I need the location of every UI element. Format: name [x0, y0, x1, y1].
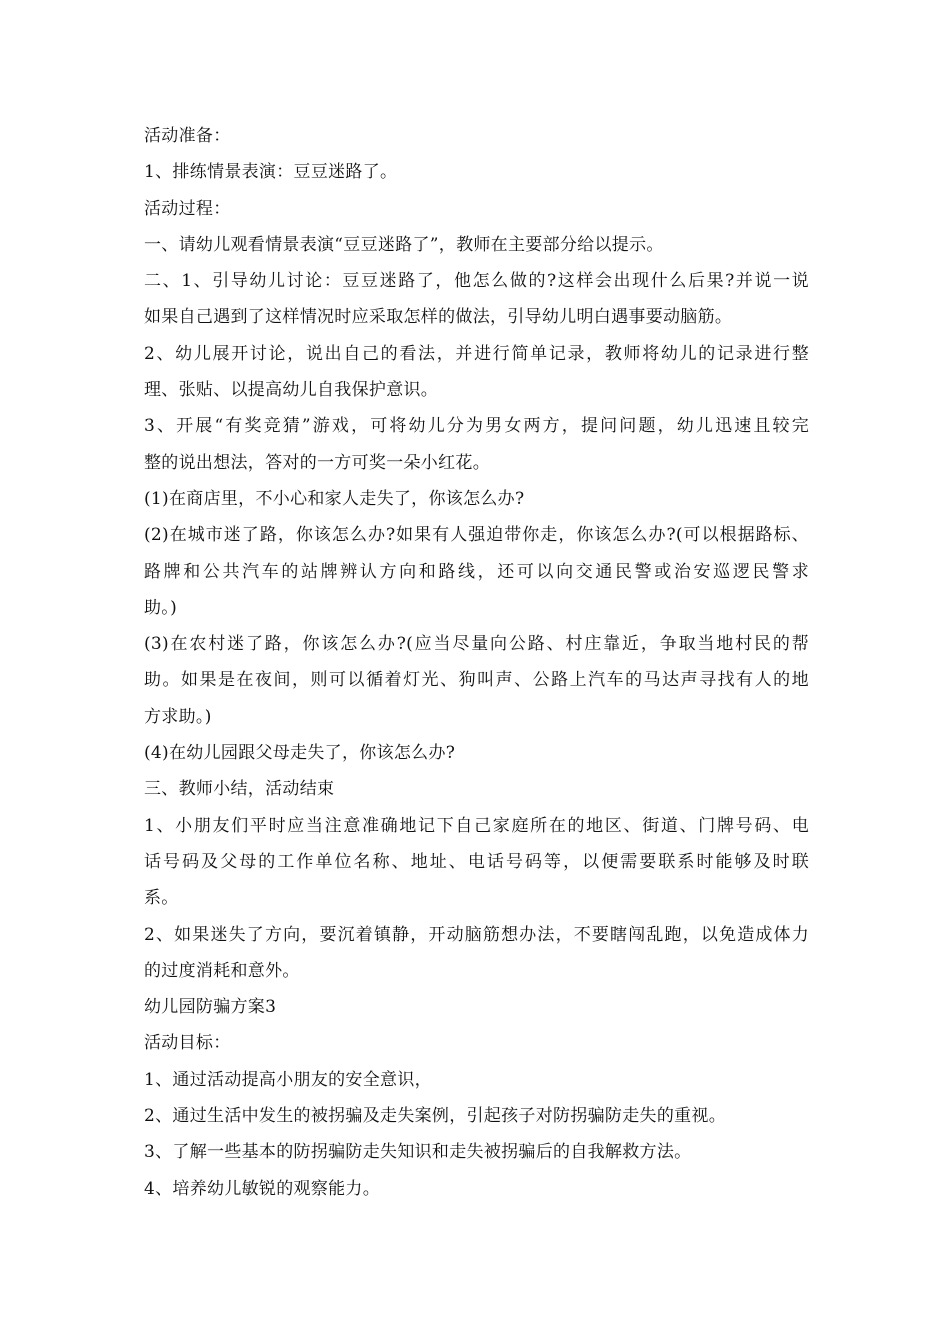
paragraph-line: 理、张贴、以提高幼儿自我保护意识。 — [144, 380, 439, 401]
paragraph-line: 2、如果迷失了方向，要沉着镇静，开动脑筋想办法，不要瞎闯乱跑，以免造成体力 — [144, 924, 809, 945]
section-heading-summary: 三、教师小结，活动结束 — [144, 779, 335, 800]
paragraph-line: 的过度消耗和意外。 — [144, 960, 300, 981]
document-title-plan-3: 幼儿园防骗方案3 — [144, 997, 277, 1018]
paragraph-line: 二、1、引导幼儿讨论：豆豆迷路了，他怎么做的?这样会出现什么后果?并说一说 — [144, 271, 809, 292]
paragraph-line: 1、排练情景表演：豆豆迷路了。 — [144, 162, 398, 183]
paragraph-line: 系。 — [144, 888, 179, 909]
question-line: (3)在农村迷了路，你该怎么办?(应当尽量向公路、村庄靠近，争取当地村民的帮 — [144, 634, 809, 655]
section-heading-goals: 活动目标： — [144, 1033, 231, 1054]
question-line: (1)在商店里，不小心和家人走失了，你该怎么办? — [144, 488, 525, 509]
paragraph-line: 4、培养幼儿敏锐的观察能力。 — [144, 1178, 381, 1199]
paragraph-line: 助。如果是在夜间，则可以循着灯光、狗叫声、公路上汽车的马达声寻找有人的地 — [144, 670, 809, 691]
paragraph-line: 2、幼儿展开讨论，说出自己的看法，并进行简单记录，教师将幼儿的记录进行整 — [144, 343, 809, 364]
question-line: (4)在幼儿园跟父母走失了，你该怎么办? — [144, 743, 456, 764]
paragraph-line: 1、小朋友们平时应当注意准确地记下自己家庭所在的地区、街道、门牌号码、电 — [144, 815, 809, 836]
paragraph-line: 方求助。) — [144, 706, 212, 727]
paragraph-line: 助。) — [144, 597, 178, 618]
paragraph-line: 整的说出想法，答对的一方可奖一朵小红花。 — [144, 452, 490, 473]
paragraph-line: 话号码及父母的工作单位名称、地址、电话号码等，以便需要联系时能够及时联 — [144, 851, 809, 872]
paragraph-line: 3、开展“有奖竞猜”游戏，可将幼儿分为男女两方，提问问题，幼儿迅速且较完 — [144, 416, 809, 437]
paragraph-line: 路牌和公共汽车的站牌辨认方向和路线，还可以向交通民警或治安巡逻民警求 — [144, 561, 809, 582]
document-page — [144, 118, 809, 1207]
paragraph-line: 3、了解一些基本的防拐骗防走失知识和走失被拐骗后的自我解救方法。 — [144, 1142, 692, 1163]
question-line: (2)在城市迷了路，你该怎么办?如果有人强迫带你走，你该怎么办?(可以根据路标、 — [144, 525, 809, 546]
paragraph-line: 1、通过活动提高小朋友的安全意识， — [144, 1069, 432, 1090]
paragraph-line: 如果自己遇到了这样情况时应采取怎样的做法，引导幼儿明白遇事要动脑筋。 — [144, 307, 733, 328]
paragraph-line: 一、请幼儿观看情景表演“豆豆迷路了”，教师在主要部分给以提示。 — [144, 234, 664, 255]
paragraph-line: 2、通过生活中发生的被拐骗及走失案例，引起孩子对防拐骗防走失的重视。 — [144, 1106, 727, 1127]
section-heading-preparation: 活动准备： — [144, 126, 231, 146]
section-heading-process: 活动过程： — [144, 198, 231, 219]
